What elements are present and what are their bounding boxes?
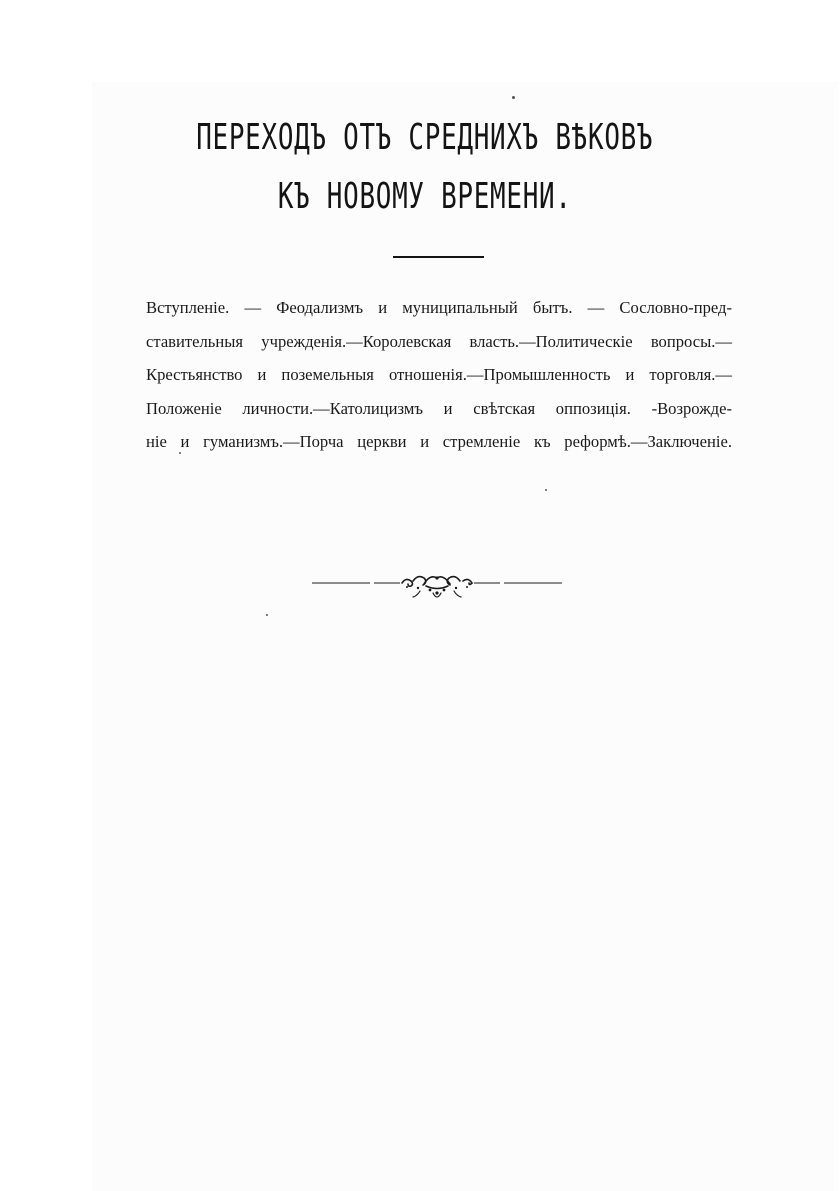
chapter-title-line-1: ПЕРЕХОДЪ ОТЪ СРЕДНИХЪ ВѢКОВЪ xyxy=(196,117,654,158)
contents-line-5: ніе и гуманизмъ.—Порча церкви и стремленіе къ реформѣ.—Заключеніе. xyxy=(146,432,732,451)
scan-speck xyxy=(179,452,181,454)
contents-line-1: Вступленіе. — Феодализмъ и муниципальный бытъ. — Сословно-пред- xyxy=(146,298,732,317)
title-rule xyxy=(393,256,484,258)
contents-line-2: ставительныя учрежденія.—Королевская власть.—Политическіе вопросы.— xyxy=(146,331,732,351)
contents-line-3: Крестьянство и поземельныя отношенія.—Промышленность и торговля.— xyxy=(146,365,732,384)
scan-speck xyxy=(545,489,547,491)
scanned-paper-area xyxy=(92,82,838,1191)
scan-speck xyxy=(266,614,268,616)
contents-line-4: Положеніе личности.—Католицизмъ и свѣтская оппозиція. -Возрожде- xyxy=(146,398,732,418)
chapter-contents xyxy=(146,296,732,464)
chapter-title-line-2: КЪ НОВОМУ ВРЕМЕНИ. xyxy=(277,176,572,217)
scan-speck xyxy=(512,96,515,99)
floral-ornament-icon xyxy=(312,572,562,602)
